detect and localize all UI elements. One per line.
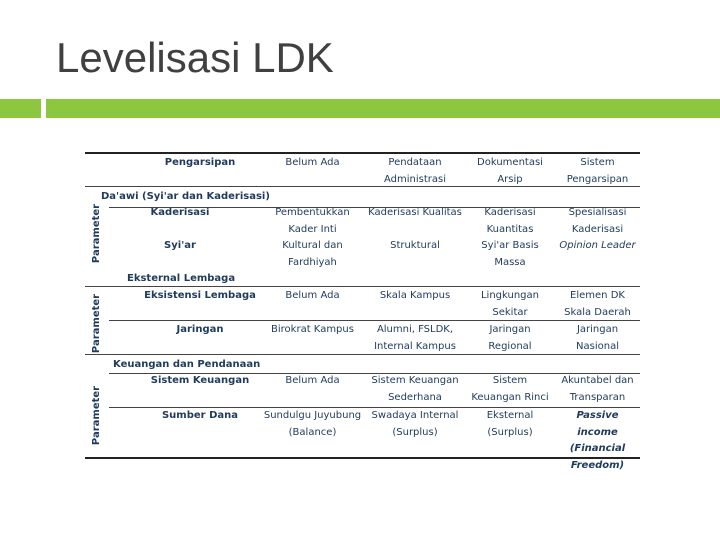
cell-sumber-dana-3: Eksternal (Surplus) bbox=[486, 410, 534, 438]
cell-kaderisasi-1: Pembentukkan Kader Inti bbox=[275, 207, 350, 235]
cell-sumber-dana-4: Passive income (Financial Freedom) bbox=[569, 410, 626, 471]
section-dakwah: Da'awi (Syi'ar dan Kaderisasi) bbox=[101, 191, 270, 202]
row-label-eksistensi: Eksistensi Lembaga bbox=[144, 290, 256, 301]
cell-jaringan-3: Jaringan Regional bbox=[488, 324, 532, 352]
cell-syiar-2: Struktural bbox=[390, 240, 440, 251]
cell-kaderisasi-2: Kaderisasi Kualitas bbox=[368, 207, 462, 218]
cell-sistem-keuangan-1: Belum Ada bbox=[285, 375, 340, 386]
cell-kaderisasi-3: Kaderisasi Kuantitas bbox=[484, 207, 536, 235]
cell-eksistensi-4: Elemen DK Skala Daerah bbox=[564, 290, 631, 318]
cell-pengarsipan-3: Dokumentasi Arsip bbox=[477, 157, 543, 185]
level-table bbox=[85, 152, 640, 471]
cell-sistem-keuangan-3: Sistem Keuangan Rinci bbox=[471, 375, 549, 403]
cell-syiar-3: Syi'ar Basis Massa bbox=[481, 240, 539, 268]
parameter-label-1: Parameter bbox=[91, 203, 103, 263]
cell-jaringan-2: Alumni, FSLDK, Internal Kampus bbox=[374, 324, 456, 352]
accent-bar-right bbox=[46, 99, 720, 118]
cell-syiar-4: Opinion Leader bbox=[559, 240, 636, 251]
row-label-kaderisasi: Kaderisasi bbox=[150, 207, 210, 218]
row-label-syiar: Syi'ar bbox=[164, 240, 196, 251]
cell-eksistensi-3: Lingkungan Sekitar bbox=[480, 290, 539, 318]
row-label-sumber-dana: Sumber Dana bbox=[161, 410, 238, 421]
accent-bar-left bbox=[0, 99, 41, 118]
cell-kaderisasi-4: Spesialisasi Kaderisasi bbox=[568, 207, 627, 235]
cell-pengarsipan-2: Pendataan Administrasi bbox=[383, 157, 446, 185]
parameter-label-2: Parameter bbox=[91, 293, 103, 353]
section-keuangan: Keuangan dan Pendanaan bbox=[113, 359, 261, 370]
cell-sistem-keuangan-4: Akuntabel dan Transparan bbox=[561, 375, 634, 403]
cell-pengarsipan-4: Sistem Pengarsipan bbox=[566, 157, 629, 185]
section-eksternal: Eksternal Lembaga bbox=[127, 273, 236, 284]
cell-sumber-dana-2: Swadaya Internal (Surplus) bbox=[371, 410, 459, 438]
cell-jaringan-4: Jaringan Nasional bbox=[576, 324, 619, 352]
cell-eksistensi-1: Belum Ada bbox=[285, 290, 340, 301]
row-label-sistem-keuangan: Sistem Keuangan bbox=[150, 375, 250, 386]
cell-pengarsipan-1: Belum Ada bbox=[285, 157, 340, 168]
cell-syiar-1: Kultural dan Fardhiyah bbox=[282, 240, 343, 268]
cell-sistem-keuangan-2: Sistem Keuangan Sederhana bbox=[371, 375, 459, 403]
cell-sumber-dana-1: Sundulgu Juyubung (Balance) bbox=[263, 410, 362, 438]
row-label-jaringan: Jaringan bbox=[176, 324, 224, 335]
row-label-pengarsipan: Pengarsipan bbox=[164, 157, 236, 168]
cell-eksistensi-2: Skala Kampus bbox=[379, 290, 451, 301]
cell-jaringan-1: Birokrat Kampus bbox=[271, 324, 354, 335]
slide-title: Levelisasi LDK bbox=[56, 34, 334, 81]
parameter-label-3: Parameter bbox=[91, 385, 103, 445]
